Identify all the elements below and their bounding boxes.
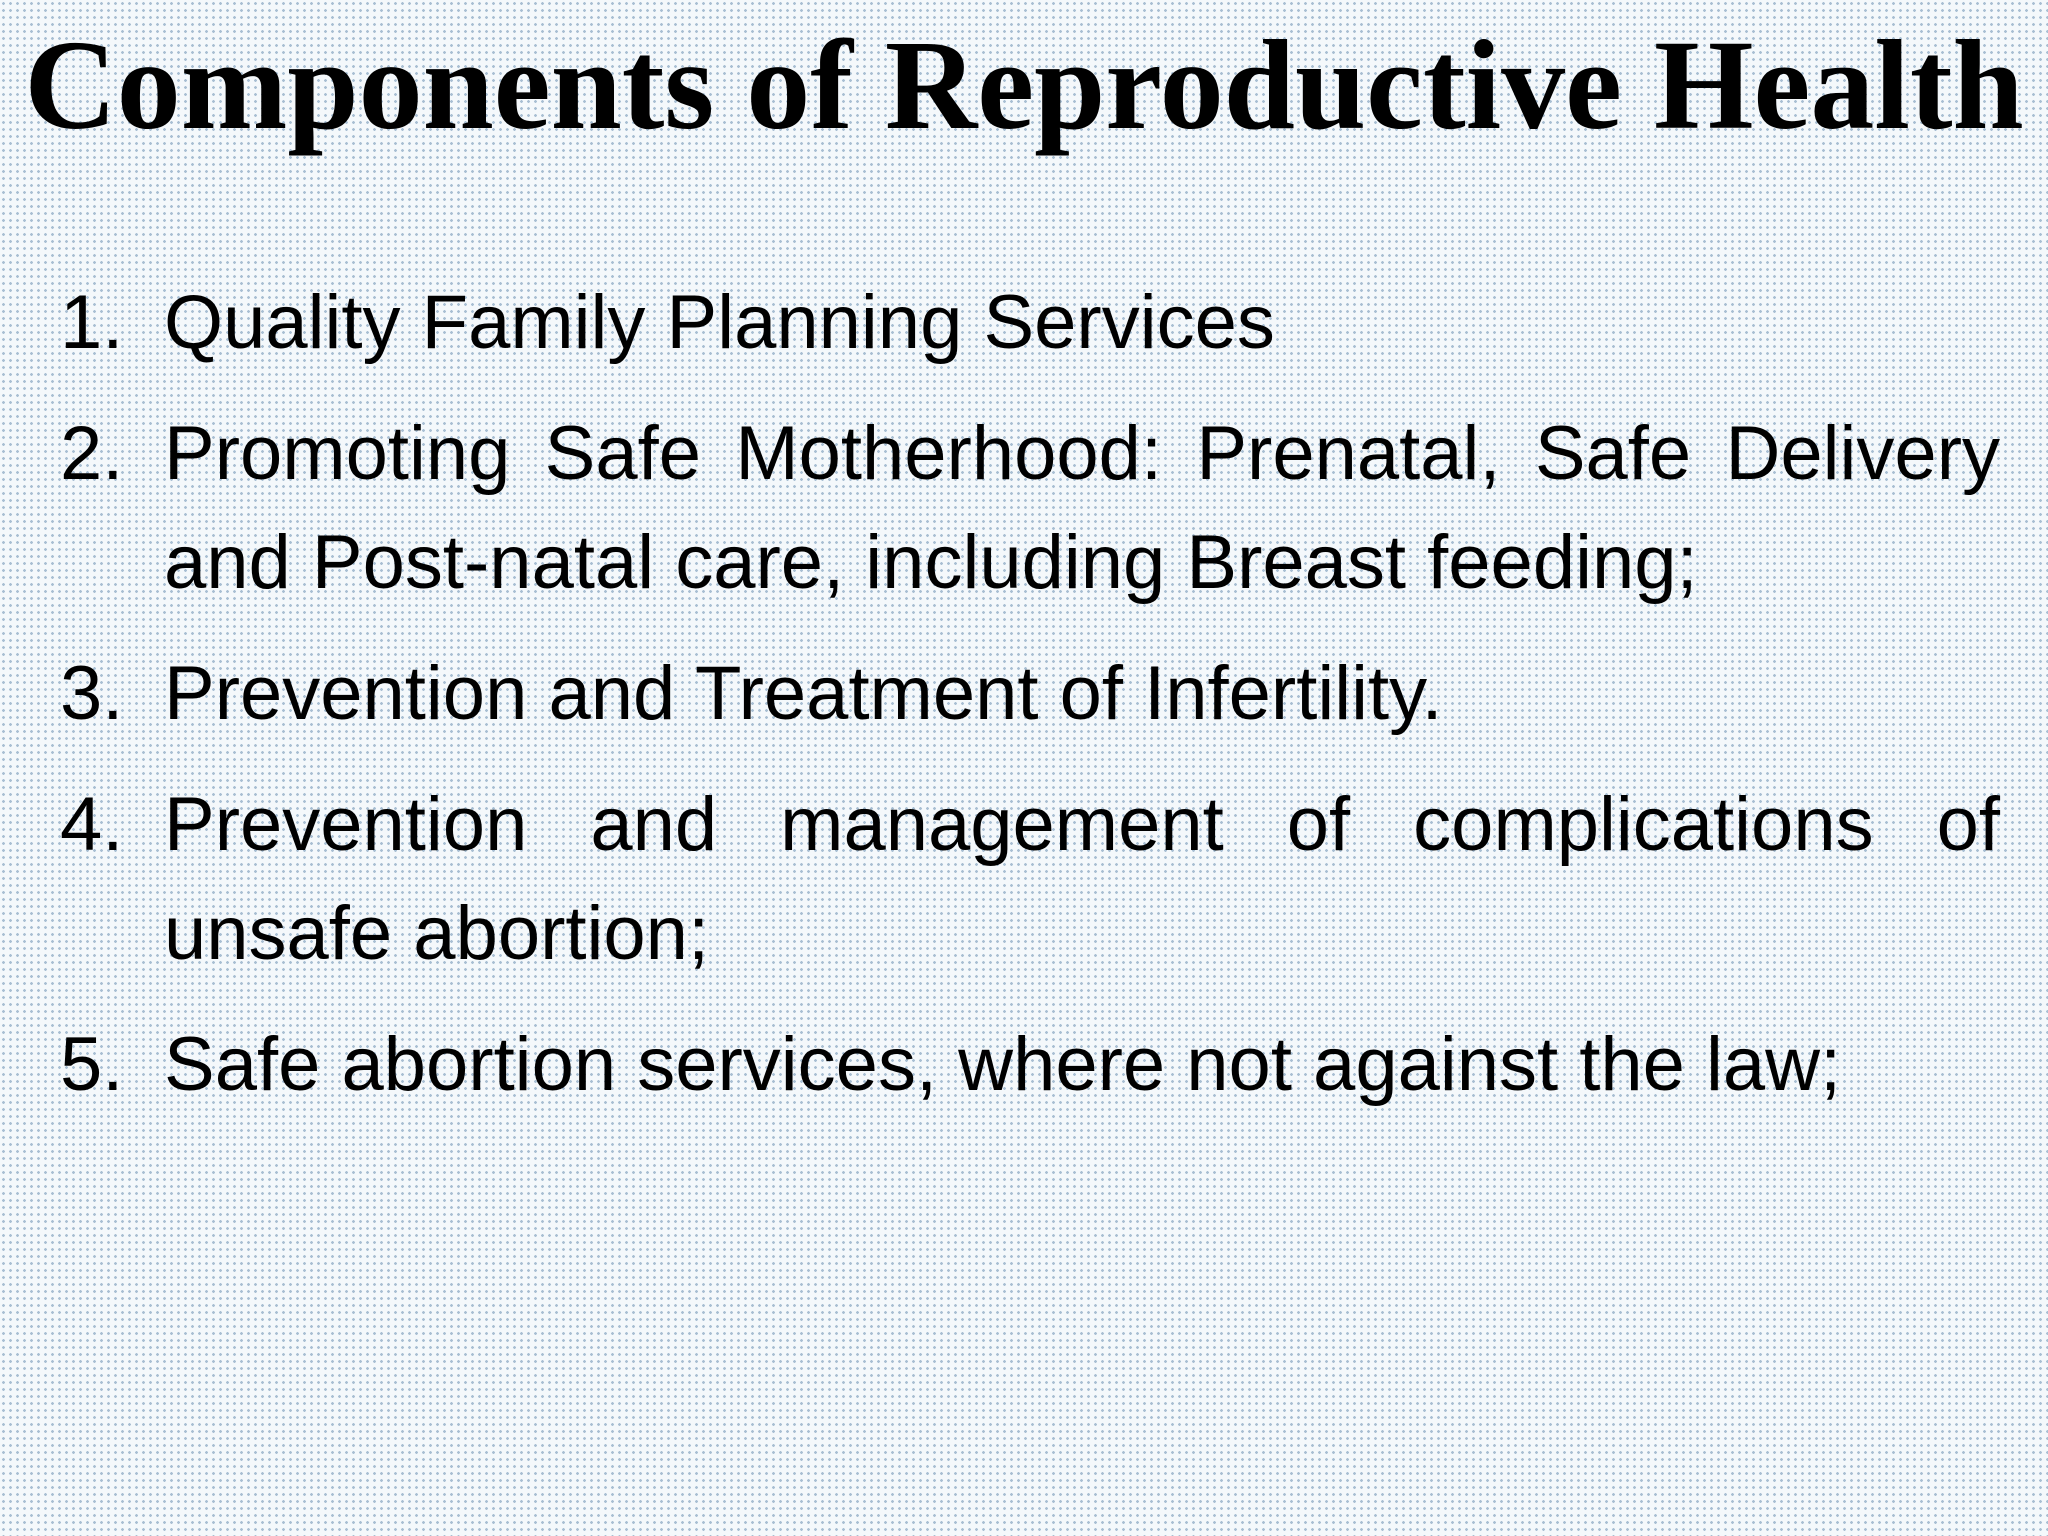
slide-title: Components of Reproductive Health (24, 14, 2024, 156)
list-item-number: 2. (60, 411, 124, 496)
list-item-number: 4. (60, 782, 124, 867)
list-item-text: Prevention and Treatment of Infertility. (164, 651, 1443, 736)
list-item (60, 399, 2000, 617)
list-item (60, 639, 2000, 748)
list-item-number: 1. (60, 280, 124, 365)
list-item-number: 5. (60, 1022, 124, 1107)
list-item-text: Promoting Safe Motherhood: Prenatal, Safe Delivery and Post-natal care, including Breast feeding; (164, 411, 2000, 605)
component-list (60, 268, 2000, 1141)
list-item-text: Quality Family Planning Services (164, 280, 1275, 365)
list-item-text: Prevention and management of complications of unsafe abortion; (164, 782, 2000, 976)
list-item (60, 770, 2000, 988)
list-item (60, 1010, 2000, 1119)
list-item-text: Safe abortion services, where not against the law; (164, 1022, 1842, 1107)
list-item-number: 3. (60, 651, 124, 736)
list-item (60, 268, 2000, 377)
